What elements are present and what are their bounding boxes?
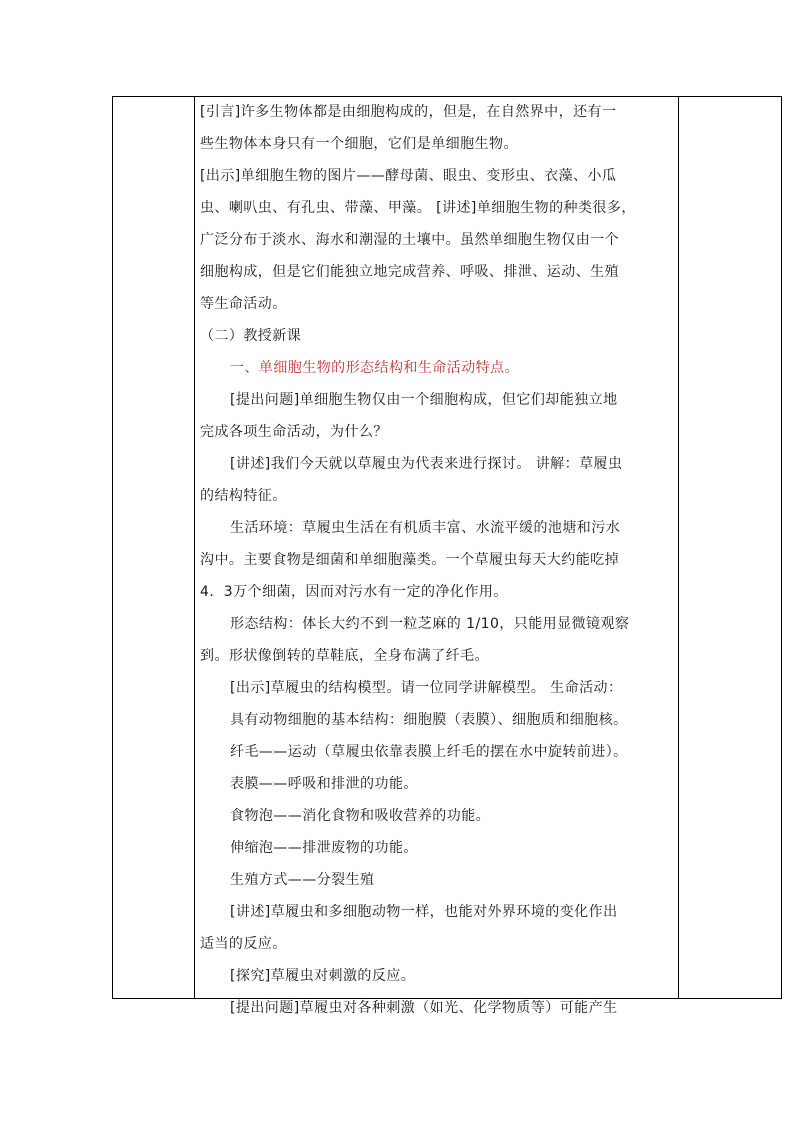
column-divider-left [194,97,195,998]
text-line: [出示]单细胞生物的图片——酵母菌、眼虫、变形虫、衣藻、小瓜 [200,168,617,184]
text-line: [讲述]草履虫和多细胞动物一样，也能对外界环境的变化作出 [230,904,618,920]
text-line: 形态结构：体长大约不到一粒芝麻的 1/10，只能用显微镜观察 [230,616,630,632]
text-line: 细胞构成，但是它们能独立地完成营养、呼吸、排泄、运动、生殖 [200,264,620,280]
text-line: 食物泡——消化食物和吸收营养的功能。 [230,808,491,824]
section-heading: （二）教授新课 [200,328,302,344]
text-line: 的结构特征。 [200,488,287,504]
text-line: [引言]许多生物体都是由细胞构成的，但是，在自然界中，还有一 [200,104,617,120]
text-line: 完成各项生命活动，为什么？ [200,424,388,440]
text-line: 表膜——呼吸和排泄的功能。 [230,776,418,792]
text-line: [提出问题]草履虫对各种刺激（如光、化学物质等）可能产生 [230,1000,618,1016]
text-line: 4．3万个细菌，因而对污水有一定的净化作用。 [200,584,508,600]
subsection-heading: 一、单细胞生物的形态结构和生命活动特点。 [230,360,519,376]
text-line: [提出问题]单细胞生物仅由一个细胞构成，但它们却能独立地 [230,392,618,408]
text-line: 到。形状像倒转的草鞋底，全身布满了纤毛。 [200,648,489,664]
column-divider-right [678,97,679,998]
text-line: 适当的反应。 [200,936,287,952]
text-line: [出示]草履虫的结构模型。请一位同学讲解模型。 生命活动： [230,680,623,696]
text-line: 广泛分布于淡水、海水和潮湿的土壤中。虽然单细胞生物仅由一个 [200,232,620,248]
text-line: [讲述]我们今天就以草履虫为代表来进行探讨。 讲解：草履虫 [230,456,623,472]
lesson-content [200,96,672,1024]
text-line: 具有动物细胞的基本结构：细胞膜（表膜）、细胞质和细胞核。 [230,712,628,728]
text-line: 沟中。主要食物是细菌和单细胞藻类。一个草履虫每天大约能吃掉 [200,552,620,568]
text-line: 生殖方式——分裂生殖 [230,872,375,888]
text-line: 纤毛——运动（草履虫依靠表膜上纤毛的摆在水中旋转前进）。 [230,744,628,760]
text-line: [探究]草履虫对刺激的反应。 [230,968,416,984]
text-line: 些生物体本身只有一个细胞，它们是单细胞生物。 [200,136,518,152]
text-line: 等生命活动。 [200,296,287,312]
text-line: 生活环境：草履虫生活在有机质丰富、水流平缓的池塘和污水 [230,520,621,536]
text-line: 虫、喇叭虫、有孔虫、带藻、甲藻。 [讲述]单细胞生物的种类很多， [200,200,636,216]
text-line: 伸缩泡——排泄废物的功能。 [230,840,418,856]
